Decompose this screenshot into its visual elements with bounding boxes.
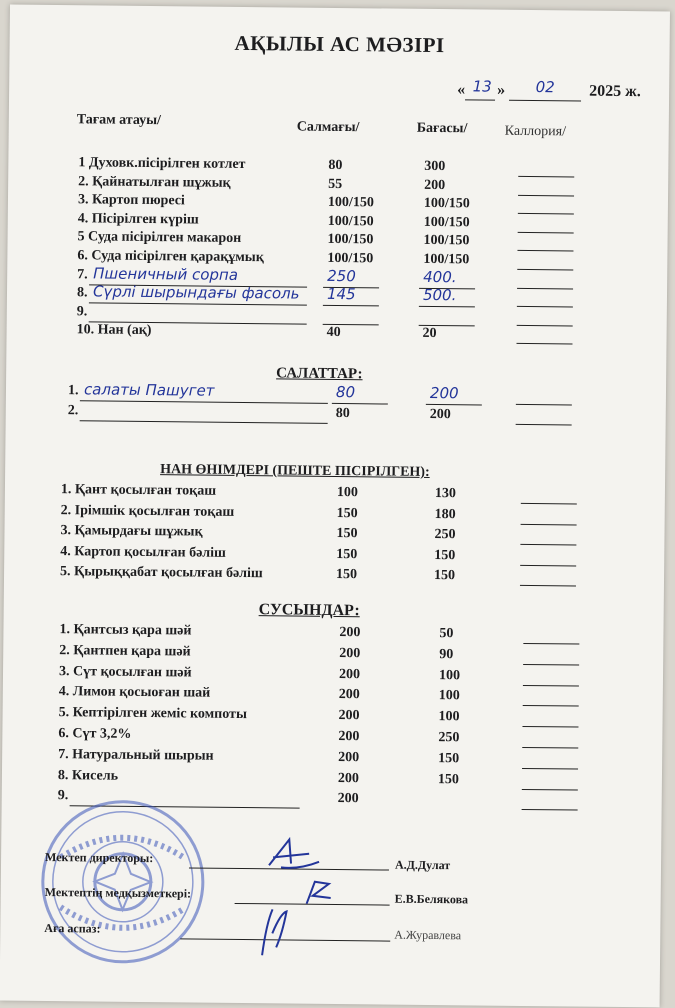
calorie-blank bbox=[522, 726, 578, 728]
item-name: 7. Натуральный шырын bbox=[58, 746, 214, 764]
official-stamp bbox=[38, 797, 208, 967]
date-open-quote: « bbox=[457, 81, 466, 99]
item-price: 100/150 bbox=[423, 251, 470, 268]
calorie-blank bbox=[516, 404, 572, 406]
item-weight: 200 bbox=[338, 729, 360, 745]
calorie-blank bbox=[521, 523, 577, 525]
chef-name: А.Журавлева bbox=[394, 927, 462, 943]
item-name: 4. Лимон қосыоған шай bbox=[58, 684, 211, 702]
calorie-blank bbox=[516, 343, 572, 345]
calorie-blank bbox=[522, 809, 578, 811]
item-price: 100/150 bbox=[423, 214, 470, 231]
bakery-heading: НАН ӨНІМДЕРІ (ПЕШТЕ ПІСІРІЛГЕН): bbox=[160, 462, 430, 480]
calorie-blank bbox=[517, 325, 573, 327]
header-name: Тағам атауы/ bbox=[76, 112, 162, 129]
calorie-blank bbox=[517, 250, 573, 252]
item-price: 130 bbox=[434, 486, 456, 502]
item-price: 150 bbox=[433, 568, 456, 584]
chef-signature bbox=[252, 903, 299, 959]
calorie-blank bbox=[518, 194, 574, 196]
item-weight: 150 bbox=[336, 546, 358, 562]
item-weight: 200 bbox=[339, 645, 361, 662]
item-price: 200 bbox=[429, 383, 459, 403]
item-price: 400. bbox=[423, 267, 457, 286]
item-weight: 80 bbox=[335, 405, 350, 422]
item-price: 150 bbox=[434, 547, 456, 563]
calorie-blank bbox=[520, 544, 576, 546]
item-name: 1. bbox=[67, 383, 79, 399]
item-name: 1. Қант қосылған тоқаш bbox=[60, 482, 217, 499]
item-price: 200 bbox=[424, 177, 446, 193]
calorie-blank bbox=[521, 503, 577, 505]
item-name: 8. Кисель bbox=[57, 767, 119, 784]
item-name: 5. Кептірілген жеміс компоты bbox=[58, 705, 247, 723]
item-price: 100 bbox=[438, 688, 460, 704]
header-weight: Салмағы/ bbox=[296, 119, 360, 136]
item-price: 150 bbox=[437, 771, 460, 787]
item-name: 2. Ірімшік қосылған тоқаш bbox=[60, 502, 235, 520]
item-weight: 150 bbox=[336, 525, 358, 542]
item-price: 500. bbox=[422, 286, 457, 305]
item-name: 9. bbox=[76, 304, 88, 320]
item-name: 6. Суда пісірілген қарақұмық bbox=[77, 248, 264, 266]
item-handwritten-name: Пшеничный сорпа bbox=[93, 264, 239, 284]
calorie-blank bbox=[522, 768, 578, 770]
calorie-blank bbox=[518, 232, 574, 234]
calorie-blank bbox=[522, 789, 578, 791]
item-price: 180 bbox=[434, 506, 456, 522]
calorie-blank bbox=[520, 564, 576, 566]
item-price: 300 bbox=[424, 158, 446, 175]
menu-title: АҚЫЛЫ АС МӘЗІРІ bbox=[234, 30, 445, 58]
item-weight: 150 bbox=[336, 505, 358, 521]
item-weight: 100/150 bbox=[327, 250, 374, 267]
item-name: 3. Қамырдағы шұжық bbox=[60, 523, 203, 540]
item-name: 9. bbox=[57, 788, 69, 804]
date-month: 02 bbox=[535, 78, 555, 97]
item-price: 100/150 bbox=[423, 233, 470, 249]
item-name: 8. bbox=[76, 285, 88, 301]
item-name: 2. Қантпен қара шәй bbox=[59, 642, 191, 660]
calorie-blank bbox=[517, 287, 573, 289]
salads-heading: САЛАТТАР: bbox=[276, 365, 363, 383]
item-price: 100 bbox=[438, 667, 461, 683]
director-signature bbox=[263, 831, 323, 874]
item-weight: 100/150 bbox=[327, 195, 374, 211]
calorie-blank bbox=[523, 664, 579, 666]
item-weight: 250 bbox=[327, 266, 356, 285]
item-price: 250 bbox=[438, 730, 460, 746]
calorie-blank bbox=[523, 643, 579, 645]
item-name: 5. Қырыққабат қосылған бәліш bbox=[60, 564, 263, 582]
menu-sheet bbox=[0, 5, 670, 1008]
item-price: 150 bbox=[438, 750, 460, 767]
item-name: 1. Қантсыз қара шәй bbox=[59, 622, 192, 639]
medic-name: Е.В.Белякова bbox=[394, 891, 469, 907]
item-name: 3. Сүт қосылған шәй bbox=[58, 663, 192, 681]
item-weight: 200 bbox=[337, 770, 360, 786]
header-calories: Каллория/ bbox=[504, 123, 567, 140]
date-day: 13 bbox=[472, 77, 492, 96]
calorie-blank bbox=[523, 705, 579, 707]
item-name: 4. Пісірілген күріш bbox=[77, 211, 199, 228]
item-name: 5 Суда пісірілген макарон bbox=[77, 229, 242, 247]
item-weight: 145 bbox=[326, 285, 356, 304]
date-close-quote: » bbox=[497, 81, 506, 99]
item-weight: 40 bbox=[326, 325, 341, 341]
item-weight: 200 bbox=[338, 749, 360, 766]
item-weight: 200 bbox=[339, 625, 361, 641]
header-price: Бағасы/ bbox=[416, 120, 468, 137]
item-weight: 100/150 bbox=[327, 213, 374, 230]
item-price: 50 bbox=[439, 626, 454, 642]
item-weight: 100/150 bbox=[327, 232, 374, 248]
item-price: 250 bbox=[434, 527, 456, 543]
item-weight: 55 bbox=[328, 176, 343, 192]
item-name: 2. bbox=[67, 403, 79, 419]
drinks-heading: СУСЫНДАР: bbox=[258, 601, 360, 620]
item-name: 7. bbox=[77, 266, 88, 282]
item-handwritten-name: Сүрлі шырындағы фасоль bbox=[92, 282, 300, 303]
calorie-blank bbox=[517, 306, 573, 308]
item-weight: 200 bbox=[338, 687, 360, 703]
item-weight: 100 bbox=[336, 484, 359, 501]
calorie-blank bbox=[518, 176, 574, 178]
item-name: 6. Сүт 3,2% bbox=[58, 726, 132, 742]
date-year: 2025 ж. bbox=[589, 82, 641, 101]
item-name: 4. Картоп қосылған бәліш bbox=[60, 543, 226, 561]
calorie-blank bbox=[520, 585, 576, 587]
item-price: 200 bbox=[429, 406, 451, 423]
item-name: 1 Духовк.пісірілген котлет bbox=[78, 155, 246, 173]
item-price: 90 bbox=[439, 646, 454, 663]
item-price: 100/150 bbox=[423, 196, 470, 212]
medic-signature bbox=[301, 876, 337, 908]
item-weight: 200 bbox=[338, 708, 360, 724]
chef-label: Аға аспаз: bbox=[44, 920, 101, 936]
item-weight: 200 bbox=[337, 791, 359, 807]
calorie-blank bbox=[523, 685, 579, 687]
item-name: 3. Картоп пюресі bbox=[77, 192, 185, 209]
medic-label: Мектептің медқызметкері: bbox=[44, 884, 192, 901]
director-name: А.Д.Дулат bbox=[394, 857, 451, 873]
calorie-blank bbox=[517, 269, 573, 271]
item-name: 2. Қайнатылған шұжық bbox=[78, 173, 231, 191]
item-weight: 80 bbox=[328, 157, 343, 174]
calorie-blank bbox=[518, 213, 574, 215]
director-label: Мектеп директоры: bbox=[45, 849, 154, 866]
item-weight: 80 bbox=[335, 382, 356, 402]
item-name: 10. Нан (ақ) bbox=[76, 322, 152, 339]
calorie-blank bbox=[522, 747, 578, 749]
calorie-blank bbox=[516, 424, 572, 426]
item-weight: 150 bbox=[335, 566, 358, 583]
item-price: 100 bbox=[438, 709, 460, 725]
item-price: 20 bbox=[422, 326, 437, 342]
item-weight: 200 bbox=[338, 666, 361, 682]
item-handwritten-name: салаты Пашугет bbox=[83, 380, 215, 400]
